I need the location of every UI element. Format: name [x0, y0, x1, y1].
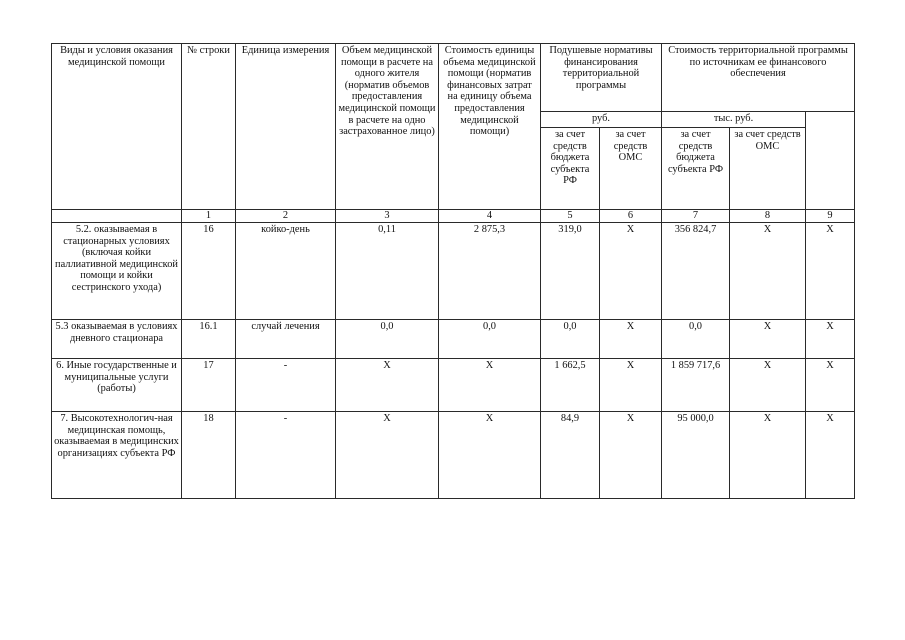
row-volume: 0,11 — [336, 223, 439, 320]
column-number: 7 — [662, 210, 730, 223]
row-line: 16 — [182, 223, 236, 320]
row-cost: Х — [439, 412, 541, 499]
column-number: 2 — [236, 210, 336, 223]
column-number: 8 — [730, 210, 806, 223]
column-number: 5 — [541, 210, 600, 223]
row-oms-thous: Х — [730, 412, 806, 499]
row-oms-thous: Х — [730, 223, 806, 320]
medical-program-table — [51, 43, 855, 499]
row-name: 5.3 оказываемая в условиях дневного стационара — [52, 320, 182, 359]
header-program-cost: Стоимость территориальной программы по источникам ее финансового обеспечения — [662, 44, 855, 112]
column-number: 6 — [600, 210, 662, 223]
header-unit-cost: Стоимость единицы объема медицинской помощи (норматив финансовых затрат на единицу объема предоставления медицинской помощи) — [439, 44, 541, 210]
column-number: 3 — [336, 210, 439, 223]
row-percent: Х — [806, 359, 855, 412]
row-oms-rub: Х — [600, 223, 662, 320]
row-budget-thous: 1 859 717,6 — [662, 359, 730, 412]
header-row-1 — [52, 44, 855, 112]
row-budget-rub: 1 662,5 — [541, 359, 600, 412]
row-name: 7. Высокотехнологич-ная медицинская помощь, оказываемая в медицинских организациях субъекта РФ — [52, 412, 182, 499]
row-budget-thous: 0,0 — [662, 320, 730, 359]
header-budget-rub: за счет средств бюджета субъекта РФ — [541, 128, 600, 210]
row-budget-rub: 84,9 — [541, 412, 600, 499]
row-name: 5.2. оказываемая в стационарных условиях (включая койки паллиативной медицинской помощи и койки сестринского ухода) — [52, 223, 182, 320]
table-row — [52, 359, 855, 412]
row-cost: Х — [439, 359, 541, 412]
row-percent: Х — [806, 320, 855, 359]
row-cost: 0,0 — [439, 320, 541, 359]
row-oms-thous: Х — [730, 359, 806, 412]
row-oms-rub: Х — [600, 412, 662, 499]
table-row — [52, 412, 855, 499]
row-budget-rub: 319,0 — [541, 223, 600, 320]
row-volume: 0,0 — [336, 320, 439, 359]
header-kinds: Виды и условия оказания медицинской помощи — [52, 44, 182, 210]
row-line: 16.1 — [182, 320, 236, 359]
row-name: 6. Иные государственные и муниципальные услуги (работы) — [52, 359, 182, 412]
row-budget-thous: 95 000,0 — [662, 412, 730, 499]
table-row — [52, 223, 855, 320]
row-line: 18 — [182, 412, 236, 499]
column-number: 1 — [182, 210, 236, 223]
column-number: 9 — [806, 210, 855, 223]
row-oms-thous: Х — [730, 320, 806, 359]
header-unit: Единица измерения — [236, 44, 336, 210]
header-unit-rub: руб. — [541, 112, 662, 128]
row-percent: Х — [806, 223, 855, 320]
row-volume: Х — [336, 412, 439, 499]
header-oms-rub: за счет средств ОМС — [600, 128, 662, 210]
row-unit: койко-день — [236, 223, 336, 320]
table-row — [52, 320, 855, 359]
header-unit-thous-rub: тыс. руб. — [662, 112, 806, 128]
row-budget-thous: 356 824,7 — [662, 223, 730, 320]
header-volume: Объем медицинской помощи в расчете на одного жителя (норматив объемов предоставления медицинской помощи в расчете на одно застрахованное лицо) — [336, 44, 439, 210]
row-unit: - — [236, 412, 336, 499]
row-budget-rub: 0,0 — [541, 320, 600, 359]
row-oms-rub: Х — [600, 320, 662, 359]
header-budget-thous: за счет средств бюджета субъекта РФ — [662, 128, 730, 210]
column-numbers-row — [52, 210, 855, 223]
row-oms-rub: Х — [600, 359, 662, 412]
header-per-capita: Подушевые нормативы финансирования территориальной программы — [541, 44, 662, 112]
row-cost: 2 875,3 — [439, 223, 541, 320]
row-unit: случай лечения — [236, 320, 336, 359]
row-percent: Х — [806, 412, 855, 499]
column-number: 4 — [439, 210, 541, 223]
header-percent-top — [806, 112, 855, 210]
row-unit: - — [236, 359, 336, 412]
row-line: 17 — [182, 359, 236, 412]
column-number-empty — [52, 210, 182, 223]
header-oms-thous: за счет средств ОМС — [730, 128, 806, 210]
row-volume: Х — [336, 359, 439, 412]
header-line-number: № строки — [182, 44, 236, 210]
